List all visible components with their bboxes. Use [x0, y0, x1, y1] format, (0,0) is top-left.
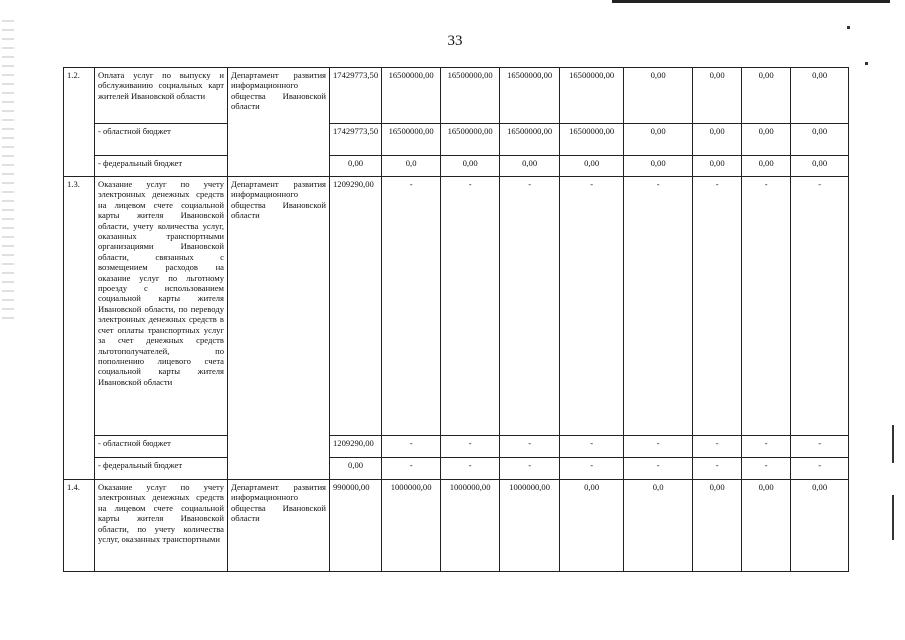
value-cell: 1000000,00 — [441, 480, 500, 572]
value-cell: 0,00 — [791, 124, 849, 156]
value-cell: 0,00 — [693, 68, 742, 124]
value-cell: 0,0 — [624, 480, 693, 572]
row-description: Оказание услуг по учету электронных денежных средств на лицевом счете социальной карты жителя Ивановской области, по учету количества услуг, оказанных транспортными — [95, 480, 228, 572]
value-cell: 16500000,00 — [441, 124, 500, 156]
value-cell: - — [742, 458, 791, 480]
table-subrow — [64, 458, 849, 480]
value-cell: 0,00 — [742, 68, 791, 124]
value-cell: - — [693, 177, 742, 436]
value-cell: 990000,00 — [330, 480, 382, 572]
row-description: Оказание услуг по учету электронных денежных средств на лицевом счете социальной карты жителя Ивановской области, учету количества услуг, оказанных транспортными организациями Ивановской области, связанных с возмещением расходов на оказание услуг по льготному проезду с использованием социальной карты жителя Ивановской области, по переводу электронных денежных средств в счет оплаты транспортных услуг за счет денежных средств льготополучателей, по пополнению лицевого счета социальной карты жителя Ивановской области — [95, 177, 228, 436]
subrow-label: - федеральный бюджет — [95, 458, 228, 480]
value-cell: - — [791, 177, 849, 436]
value-cell: 0,00 — [330, 458, 382, 480]
value-cell: 0,00 — [500, 156, 560, 177]
row-index: 1.2. — [64, 68, 95, 177]
value-cell: 0,00 — [624, 156, 693, 177]
value-cell: - — [624, 177, 693, 436]
table-row — [64, 68, 849, 124]
subrow-label: - федеральный бюджет — [95, 156, 228, 177]
value-cell: - — [441, 436, 500, 458]
value-cell: 0,00 — [330, 156, 382, 177]
value-cell: - — [693, 458, 742, 480]
value-cell: - — [500, 436, 560, 458]
value-cell: 0,0 — [382, 156, 441, 177]
value-cell: 0,00 — [624, 68, 693, 124]
budget-table — [63, 67, 849, 572]
value-cell: - — [441, 458, 500, 480]
value-cell: 0,00 — [742, 156, 791, 177]
value-cell: 0,00 — [693, 156, 742, 177]
value-cell: - — [624, 436, 693, 458]
value-cell: 1000000,00 — [500, 480, 560, 572]
value-cell: 0,00 — [791, 156, 849, 177]
value-cell: 16500000,00 — [382, 68, 441, 124]
value-cell: 16500000,00 — [500, 124, 560, 156]
top-rule — [612, 0, 890, 3]
value-cell: 0,00 — [693, 124, 742, 156]
value-cell: 0,00 — [693, 480, 742, 572]
row-executor: Департамент развития информационного общества Ивановской области — [228, 480, 330, 572]
value-cell: - — [441, 177, 500, 436]
value-cell: - — [742, 177, 791, 436]
row-index: 1.4. — [64, 480, 95, 572]
value-cell: - — [382, 458, 441, 480]
row-description: Оплата услуг по выпуску и обслуживанию социальных карт жителей Ивановской области — [95, 68, 228, 124]
table-row — [64, 177, 849, 436]
value-cell: 0,00 — [560, 480, 624, 572]
value-cell: 0,00 — [742, 480, 791, 572]
table-subrow — [64, 156, 849, 177]
value-cell: 0,00 — [560, 156, 624, 177]
value-cell: - — [500, 177, 560, 436]
row-executor: Департамент развития информационного общества Ивановской области — [228, 68, 330, 177]
row-index: 1.3. — [64, 177, 95, 480]
value-cell: - — [560, 177, 624, 436]
value-cell: 1209290,00 — [330, 436, 382, 458]
value-cell: - — [500, 458, 560, 480]
value-cell: 17429773,50 — [330, 68, 382, 124]
value-cell: - — [742, 436, 791, 458]
table-row — [64, 480, 849, 572]
value-cell: 16500000,00 — [560, 68, 624, 124]
value-cell: 16500000,00 — [500, 68, 560, 124]
right-edge-mark — [892, 495, 894, 540]
table-subrow — [64, 436, 849, 458]
value-cell: - — [382, 177, 441, 436]
value-cell: 1000000,00 — [382, 480, 441, 572]
value-cell: - — [624, 458, 693, 480]
value-cell: - — [560, 436, 624, 458]
value-cell: - — [791, 436, 849, 458]
value-cell: 0,00 — [791, 480, 849, 572]
value-cell: 0,00 — [742, 124, 791, 156]
value-cell: - — [791, 458, 849, 480]
value-cell: 16500000,00 — [441, 68, 500, 124]
value-cell: 0,00 — [624, 124, 693, 156]
right-edge-mark — [892, 425, 894, 463]
row-executor: Департамент развития информационного общества Ивановской области — [228, 177, 330, 480]
subrow-label: - областной бюджет — [95, 124, 228, 156]
value-cell: 16500000,00 — [560, 124, 624, 156]
value-cell: - — [382, 436, 441, 458]
value-cell: 1209290,00 — [330, 177, 382, 436]
value-cell: - — [693, 436, 742, 458]
scan-speck — [847, 26, 850, 29]
value-cell: - — [560, 458, 624, 480]
subrow-label: - областной бюджет — [95, 436, 228, 458]
page-number: 33 — [447, 33, 463, 49]
value-cell: 0,00 — [791, 68, 849, 124]
table-subrow — [64, 124, 849, 156]
value-cell: 0,00 — [441, 156, 500, 177]
value-cell: 17429773,50 — [330, 124, 382, 156]
scan-edge-noise — [2, 20, 14, 320]
scan-speck — [865, 62, 868, 65]
value-cell: 16500000,00 — [382, 124, 441, 156]
